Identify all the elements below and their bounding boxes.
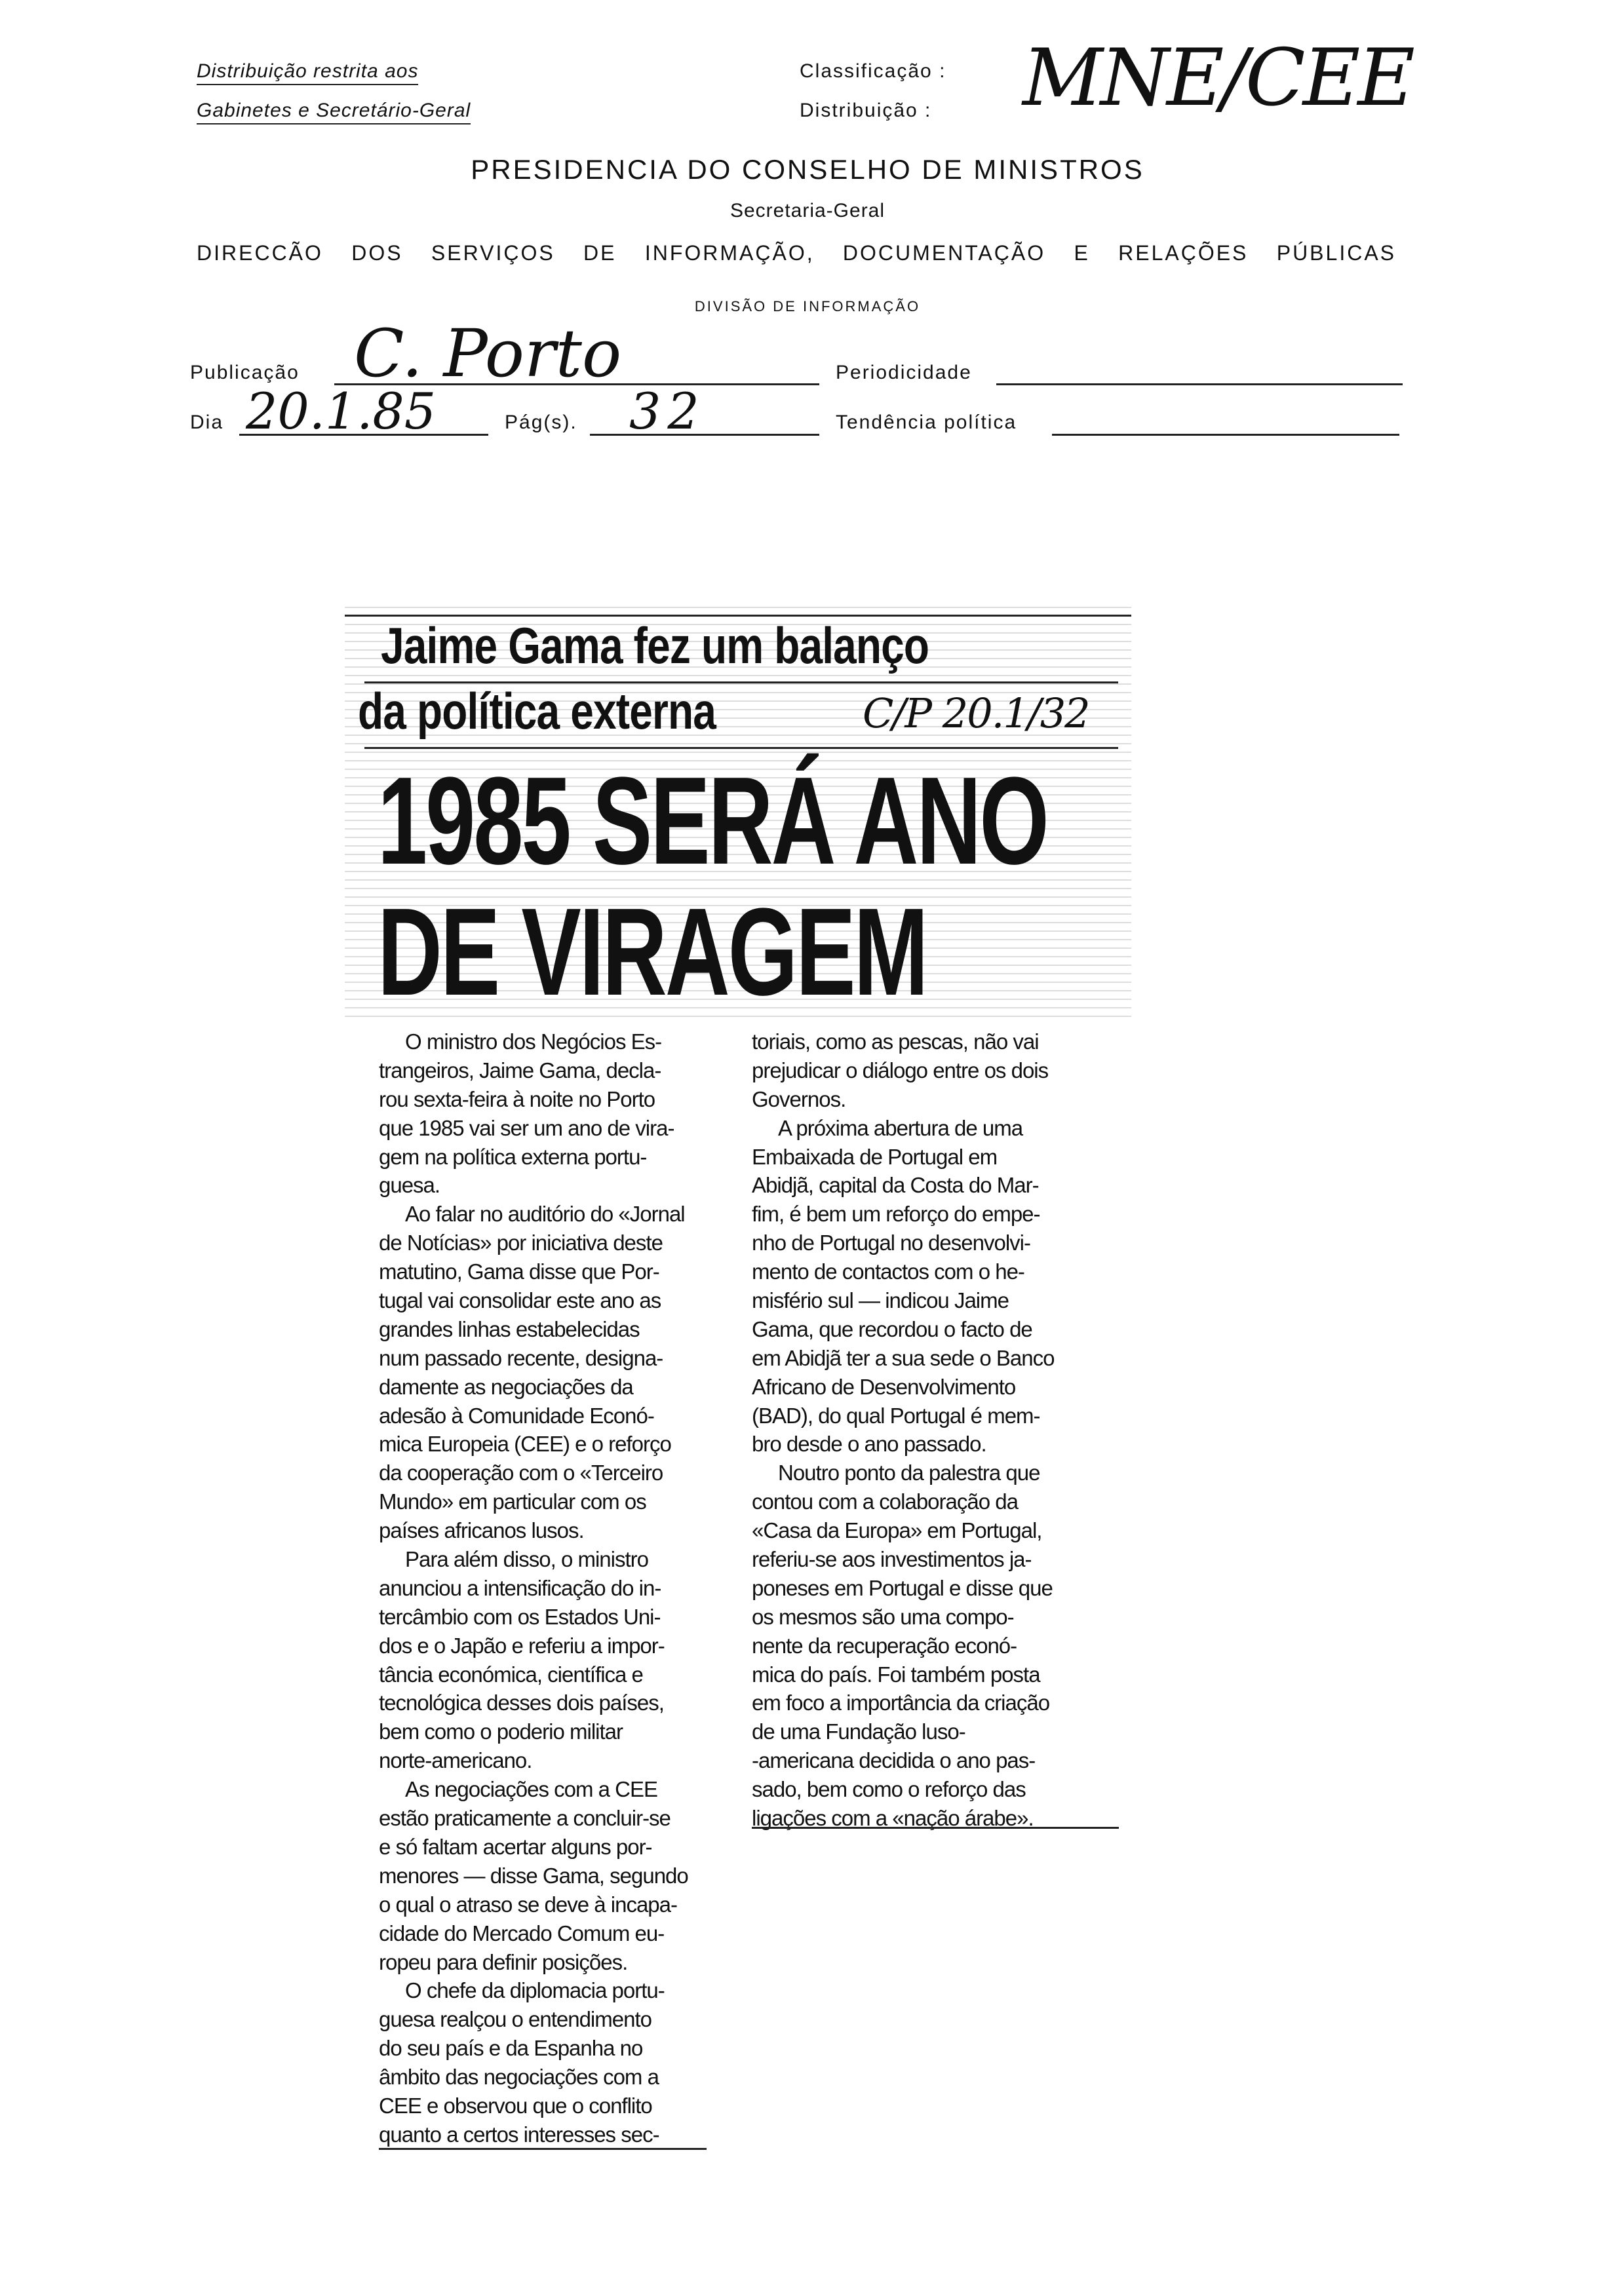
periodicidade-label: Periodicidade [836,362,972,383]
article-text-line: âmbito das negociações com a [379,2065,659,2090]
distribution-note-1: Distribuição restrita aos [197,60,418,85]
article-text-line: norte-americano. [379,1748,532,1773]
article-text-line: bem como o poderio militar [379,1719,623,1744]
article-text-line: contou com a colaboração da [752,1489,1018,1514]
article-text-line: anunciou a intensificação do in- [379,1575,661,1600]
article-text-line: dos e o Japão e referiu a impor- [379,1633,665,1658]
article-text-line: mica do país. Foi também posta [752,1662,1040,1687]
article-text-line: O chefe da diplomacia portu- [405,1978,665,2003]
article-headline-1: 1985 SERÁ ANO [378,752,1047,890]
article-text-line: tância económica, científica e [379,1662,643,1687]
article-text-line: e só faltam acertar alguns por- [379,1834,652,1859]
article-text-line: fim, é bem um reforço do empe- [752,1202,1040,1227]
article-text-line: adesão à Comunidade Econó- [379,1403,654,1428]
article-text-line: prejudicar o diálogo entre os dois [752,1058,1049,1082]
article-text-line: «Casa da Europa» em Portugal, [752,1518,1042,1543]
article-text-line: tecnológica desses dois países, [379,1691,664,1715]
article-text-line: quanto a certos interesses sec- [379,2122,659,2147]
article-text-line: Para além disso, o ministro [405,1547,648,1572]
article-text-line: bro desde o ano passado. [752,1432,986,1457]
article-text-line: Gama, que recordou o facto de [752,1316,1032,1341]
article-text-line: países africanos lusos. [379,1518,584,1543]
handwritten-classification: MNE/CEE [1022,33,1412,124]
article-text-line: Governos. [752,1086,846,1111]
article-text-line: em foco a importância da criação [752,1691,1050,1715]
article-kicker-2: da política externa [358,682,716,740]
article-text-line: matutino, Gama disse que Por- [379,1259,659,1284]
paginas-value: 32 [629,382,706,440]
article-text-line: mento de contactos com o he- [752,1259,1024,1284]
article-text-line: trangeiros, Jaime Gama, decla- [379,1058,661,1082]
article-text-line: de uma Fundação luso- [752,1719,965,1744]
article-text-line: cidade do Mercado Comum eu- [379,1921,665,1945]
article-text-line: Abidjã, capital da Costa do Mar- [752,1173,1039,1198]
article-text-line: poneses em Portugal e disse que [752,1575,1053,1600]
directorate: DIRECCÃO DOS SERVIÇOS DE INFORMAÇÃO, DOCUMENTAÇÃO E RELAÇÕES PÚBLICAS [197,241,1396,265]
article-text-line: guesa realçou o entendimento [379,2007,652,2032]
article-column-2 [752,1027,1119,1833]
publicacao-label: Publicação [190,362,300,383]
article-column-1 [379,1027,733,2149]
article-text-line: ropeu para definir posições. [379,1949,628,1974]
article-headline-2: DE VIRAGEM [378,883,927,1022]
article-text-line: referiu-se aos investimentos ja- [752,1547,1032,1572]
paginas-label: Pág(s). [505,411,577,433]
article-text-line: A próxima abertura de uma [778,1115,1023,1140]
classificacao-label: Classificação : [800,60,946,82]
column-end-rule [379,2148,707,2150]
article-text-line: Noutro ponto da palestra que [778,1461,1040,1485]
article-text-line: que 1985 vai ser um ano de vira- [379,1115,674,1140]
article-text-line: damente as negociações da [379,1374,633,1399]
article-text-line: Ao falar no auditório do «Jornal [405,1202,685,1227]
article-text-line: os mesmos são uma compo- [752,1604,1014,1629]
dia-label: Dia [190,411,224,433]
article-text-line: de Notícias» por iniciativa deste [379,1231,663,1255]
page-subtitle: Secretaria-Geral [730,200,885,221]
newspaper-clipping [345,602,1131,2174]
article-text-line: As negociações com a CEE [405,1777,658,1802]
article-text-line: O ministro dos Negócios Es- [405,1029,662,1054]
article-text-line: sado, bem como o reforço das [752,1777,1026,1802]
article-text-line: do seu país e da Espanha no [379,2036,643,2061]
column-end-rule [752,1827,1119,1829]
article-kicker-1: Jaime Gama fez um balanço [381,617,929,674]
article-text-line: toriais, como as pescas, não vai [752,1029,1039,1054]
publicacao-value: C. Porto [354,315,622,392]
tendencia-label: Tendência política [836,411,1017,433]
article-text-line: tercâmbio com os Estados Uni- [379,1604,661,1629]
article-text-line: estão praticamente a concluir-se [379,1806,671,1831]
article-text-line: nho de Portugal no desenvolvi- [752,1231,1030,1255]
article-text-line: Embaixada de Portugal em [752,1144,998,1169]
distribution-note-2: Gabinetes e Secretário-Geral [197,100,471,124]
article-text-line: o qual o atraso se deve à incapa- [379,1892,677,1917]
distribuicao-label: Distribuição : [800,100,932,121]
dia-value: 20.1.85 [246,382,437,440]
article-text-line: ligações com a «nação árabe». [752,1806,1034,1831]
article-text-line: num passado recente, designa- [379,1345,663,1370]
article-text-line: grandes linhas estabelecidas [379,1316,640,1341]
article-text-line: Mundo» em particular com os [379,1489,646,1514]
article-text-line: menores — disse Gama, segundo [379,1863,688,1888]
article-text-line: da cooperação com o «Terceiro [379,1461,663,1485]
division: DIVISÃO DE INFORMAÇÃO [694,298,921,315]
article-text-line: misfério sul — indicou Jaime [752,1288,1009,1313]
article-text-line: em Abidjã ter a sua sede o Banco [752,1345,1055,1370]
article-text-line: CEE e observou que o conflito [379,2093,652,2118]
article-text-line: gem na política externa portu- [379,1144,647,1169]
handwritten-reference: C/P 20.1/32 [863,689,1089,737]
page-title: PRESIDENCIA DO CONSELHO DE MINISTROS [471,154,1144,185]
article-text-line: (BAD), do qual Portugal é mem- [752,1403,1040,1428]
article-text-line: guesa. [379,1173,440,1198]
article-text-line: -americana decidida o ano pas- [752,1748,1036,1773]
article-text-line: Africano de Desenvolvimento [752,1374,1016,1399]
article-text-line: nente da recuperação econó- [752,1633,1017,1658]
article-text-line: tugal vai consolidar este ano as [379,1288,661,1313]
article-text-line: rou sexta-feira à noite no Porto [379,1086,655,1111]
article-text-line: mica Europeia (CEE) e o reforço [379,1432,671,1457]
